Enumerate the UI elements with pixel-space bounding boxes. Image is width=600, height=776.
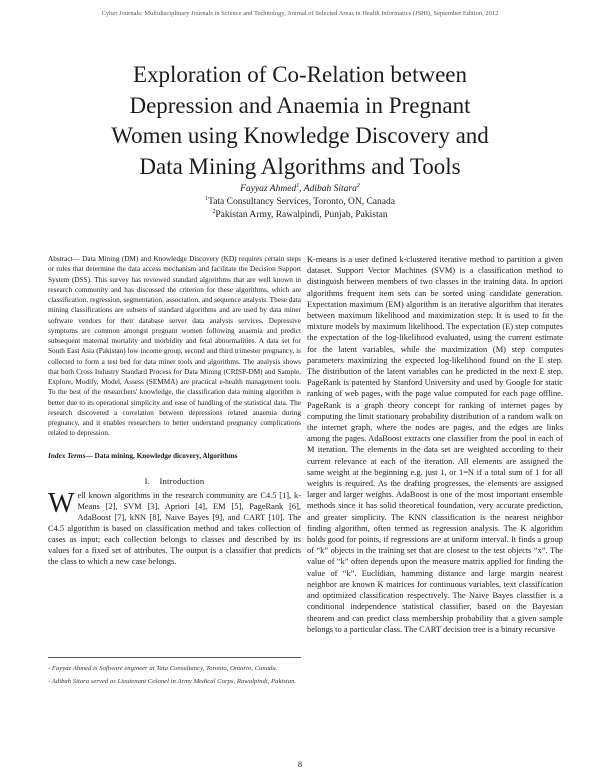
abstract-label: Abstract—: [48, 255, 83, 263]
drop-cap: W: [48, 487, 75, 519]
affiliation-text: Pakistan Army, Rawalpindi, Punjab, Pakistan: [215, 210, 388, 220]
left-column: [48, 254, 301, 568]
author-list: [0, 183, 600, 196]
footnote: - Adibah Sitara served as Lieutenant Colonel in Army Medical Corps, Rawalpindi, Pakistan.: [48, 677, 297, 685]
abstract-text: Data Mining (DM) and Knowledge Discovery (KD) requires certain steps or rules that determine the data access mechanism and facilitate the Decision Support System (DSS). This survey has reviewed standard algorithms that are well known in research community and has discussed the criterion for these algorithms, which are classification, regression, segmentation, association, and sequence analysis. These data mining classifications are subsets of standard algorithms and are used by data miner software vendors for their database server data analysis services. Depressive symptoms are common amongst pregnant women following anaemia and predict subsequent maternal mortality and morbidity and fetal abnormalities. A data set for South East Asia (Pakistan) low income group, second and third trimester pregnancy, is collected to form a test bed for data miner tools and algorithms. The analysis shows that both Cross Industry Standard Process for Data Mining (CRISP-DM) and Sample, Explore, Modify, Model, Assess (SEMMA) are practical e-health management tools. To the best of the researchers' knowledge, the classification data mining algorithm is better due to its operational simplicity and ease of handling of the statistical data. The research discovered a correlation between depressions related anaemia during pregnancy, and it enables researchers to better understand pregnancy complications related to depression.: [48, 255, 301, 438]
footnotes: [48, 657, 301, 687]
author-separator: ,: [299, 184, 304, 194]
body-paragraph: K-means is a user defined k-clustered iterative method to partition a given dataset. Support Vector Machines (SVM) is a classification method to distinguish between members of two classes in the training data. In apriori algorithms frequent item sets can be sorted using candidate generation. Expectation maximum (EM) algorithm is an iterative algorithm that iterates between maximum likelihood and maximization step. It is used to fit the mixture models by maximum likelihood. The expectation (E) step computes the expectation of the log-likelihood evaluated, using the current estimate for the latent variables, while the maximization (M) step computes parameters maximizing the expected log-likelihood found on the E step. The distribution of the latent variables can be predicted in the next E step. PageRank is patented by Stanford University and used by Google for static ranking of web pages, with the page value computed for each page offline. PageRank is a graph theory concept for ranking of internet pages by computing the limit stationary probability distribution of a random walk on the internet graph, where the nodes are pages, and the edges are links among the pages. AdaBoost extracts one classifier from the pool in each of M iteration. The elements in the data set are weighted according to their current relevance at each of the iteration. All elements are assigned the same weight at the beginning e.g. just 1, or 1=N if a total sum of 1 for all weights is required. As the drafting progresses, the elements are assigned larger and larger weights. AdaBoost is one of the most important ensemble methods since it has solid theoretical foundation, very accurate prediction, and greater simplicity. The KNN classification is the nearest neighbor finding algorithm, often termed as regression analysis. The K algorithm holds good for points, if regressions are at uniform interval. It finds a group of “k” objects in the training set that are closest to the test objects “x”. The value of “k” often depends upon the measure matrix applied for finding the value of “k”. Euclidian, hamming distance and large margin nearest neighbor are known K matrices for continuous variables, text classification and optimized classification respectively. The Naive Bayes classifier is a conditional independence statistical classifier, based on the Bayesian theorem and can predict class membership probability that a given sample belongs to a particular class. The CART decision tree is a binary recursive: [307, 255, 563, 634]
index-terms-label: Index Terms: [48, 451, 86, 460]
affiliation-mark: 2: [212, 208, 216, 215]
introduction-text: ell known algorithms in the research community are C4.5 [1], k-Means [2], SVM [3], Apriori [4], EM [5], PageRank [6], AdaBoost [7], kNN [8], Naive Bayes [9], and CART [10]. The C4.5 algorithm is based on classification method and takes collection of cases as input; each collection belongs to classes and described by its values for a fixed set of attributes. The output is a classifier that predicts the class to which a new case belongs.: [48, 490, 301, 567]
author-name: Adibah Sitara: [303, 184, 357, 194]
affiliation-mark: 2: [356, 182, 360, 189]
title-line: Exploration of Co-Relation between: [132, 62, 468, 87]
title-line: Data Mining Algorithms and Tools: [139, 153, 461, 179]
running-header: Cyber Journals: Multidisciplinary Journals in Science and Technology, Journal of Selected Areas in Health Informatics (JSHI), September Edition, 2012: [101, 10, 499, 17]
title-line: Women using Knowledge Discovery and: [111, 123, 489, 148]
paper-title: [60, 60, 540, 182]
section-heading: I. Introduction: [144, 475, 205, 486]
abstract: [48, 254, 301, 439]
index-terms-text: — Data mining, Knowledge dicovery, Algorithms: [85, 451, 238, 460]
affiliation-text: Tata Consultancy Services, Toronto, ON, Canada: [208, 197, 395, 207]
page-number: 8: [297, 759, 303, 769]
title-line: Depression and Anaemia in Pregnant: [129, 92, 471, 118]
index-terms: [48, 451, 301, 461]
affiliation: [0, 209, 600, 221]
introduction-paragraph: [48, 487, 301, 568]
affiliation: [0, 196, 600, 208]
affiliation-mark: 1: [296, 182, 300, 189]
affiliation-mark: 1: [205, 195, 209, 202]
right-column: [307, 254, 563, 635]
footnote: - Fayyaz Ahmed is Software engineer at Tata Consultancy, Toronto, Ontario, Canada.: [48, 665, 278, 672]
author-name: Fayyaz Ahmed: [240, 184, 297, 194]
